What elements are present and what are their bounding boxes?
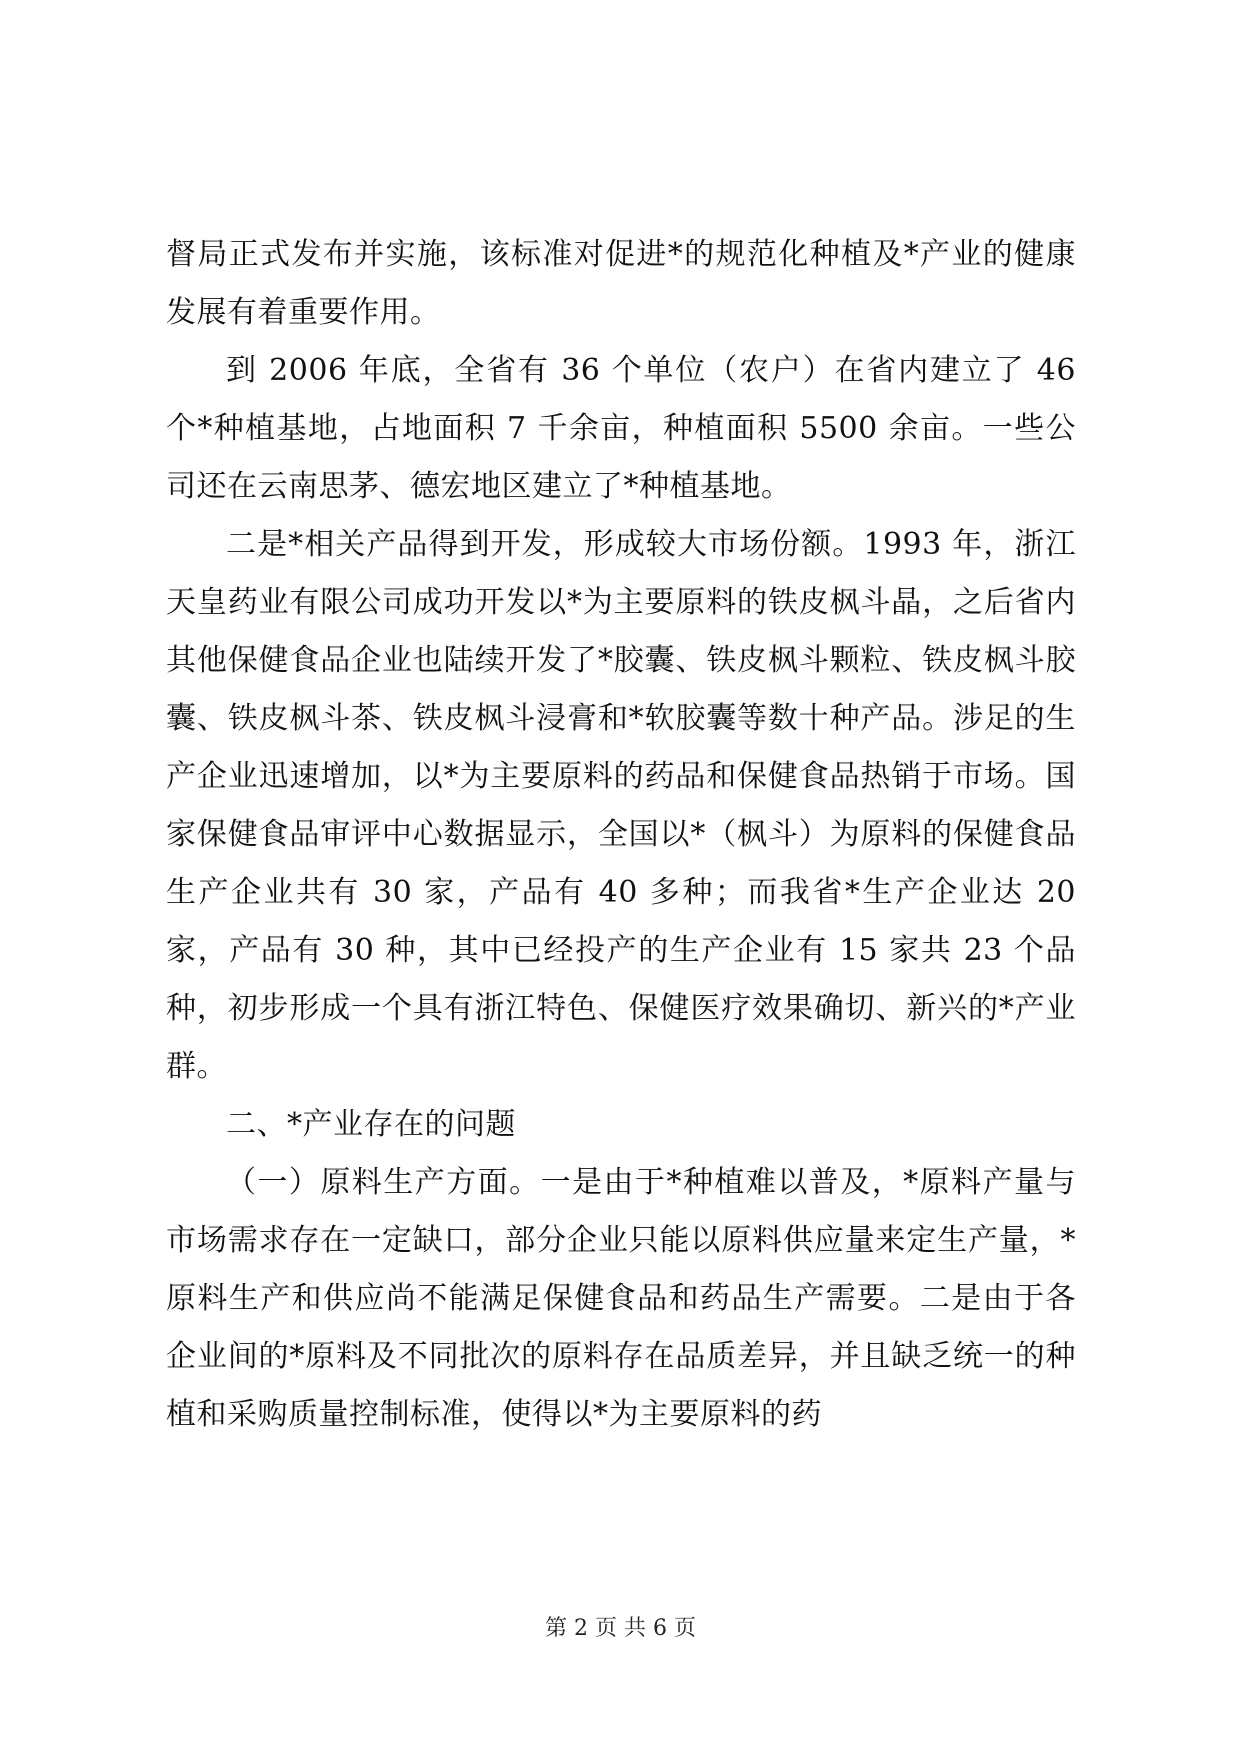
- section-heading-problems: 二、*产业存在的问题: [226, 1107, 516, 1142]
- paragraph-product-development: 二是*相关产品得到开发，形成较大市场份额。1993 年，浙江天皇药业有限公司成功开发以*为主要原料的铁皮枫斗晶，之后省内其他保健食品企业也陆续开发了*胶囊、铁皮枫斗颗粒、铁皮枫斗胶囊、铁皮枫斗茶、铁皮枫斗浸膏和*软胶囊等数十种产品。涉足的生产企业迅速增加，以*为主要原料的药品和保健食品热销于市场。国家保健食品审评中心数据显示，全国以*（枫斗）为原料的保健食品生产企业共有 30 家，产品有 40 多种；而我省*生产企业达 20 家，产品有 30 种，其中已经投产的生产企业有 15 家共 23 个品种，初步形成一个具有浙江特色、保健医疗效果确切、新兴的*产业群。: [166, 527, 1076, 1084]
- paragraph-raw-material: （一）原料生产方面。一是由于*种植难以普及，*原料产量与市场需求存在一定缺口，部分企业只能以原料供应量来定生产量，*原料生产和供应尚不能满足保健食品和药品生产需要。二是由于各企业间的*原料及不同批次的原料存在品质差异，并且缺乏统一的种植和采购质量控制标准，使得以*为主要原料的药: [166, 1165, 1076, 1432]
- paragraph-continuation: 督局正式发布并实施，该标准对促进*的规范化种植及*产业的健康发展有着重要作用。: [166, 237, 1076, 330]
- paragraph-planting-bases: 到 2006 年底，全省有 36 个单位（农户）在省内建立了 46 个*种植基地，占地面积 7 千余亩，种植面积 5500 余亩。一些公司还在云南思茅、德宏地区建立了*种植基地。: [166, 353, 1076, 504]
- document-body: [166, 226, 1076, 1444]
- page-number-footer: 第 2 页 共 6 页: [545, 1616, 696, 1641]
